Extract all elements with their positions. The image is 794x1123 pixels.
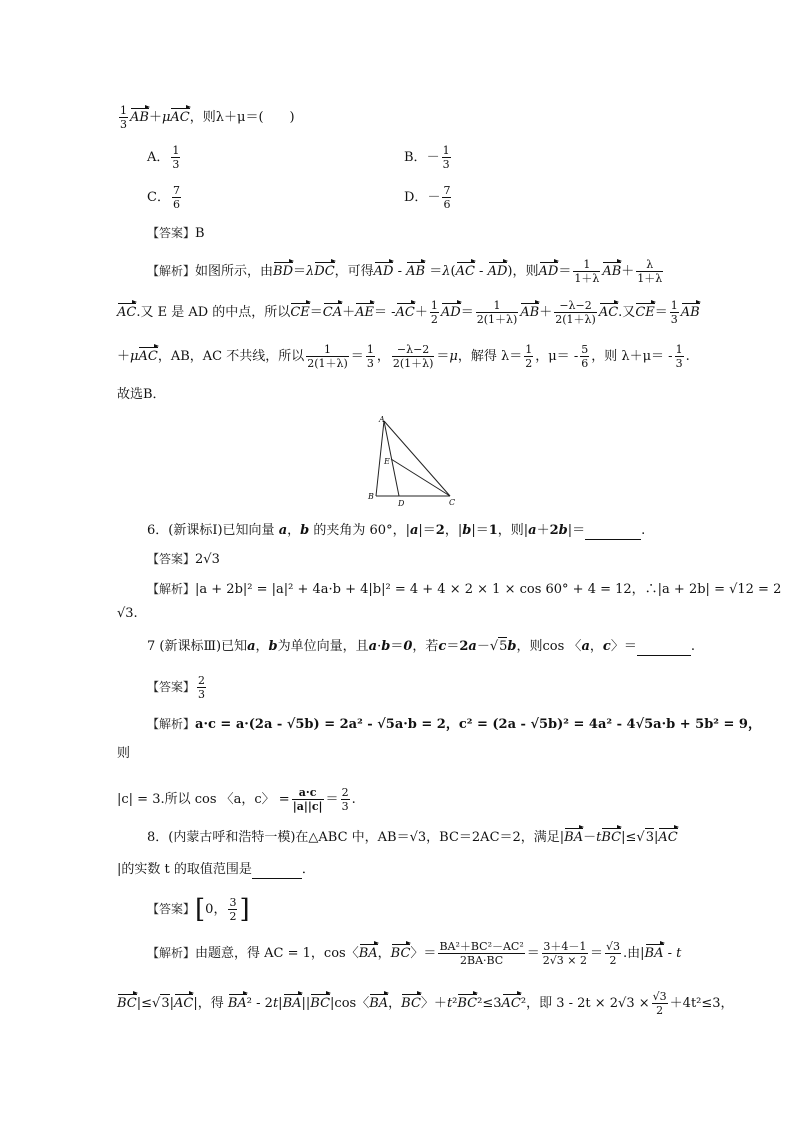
q5-option-d: D．－ $\frac{7}{6}$ <box>404 184 451 211</box>
q5-option-a: A． $\frac{1}{3}$ <box>147 144 180 171</box>
q8-analysis-line1: 【解析】由题意，得 AC = 1，cos〈BA，BC〉＝ $\frac{\text{BA²＋BC²－AC²}}{2BA\cdot BC}$ ＝ $\frac{3+4-1}{2√3 \times 2}$ ＝ $\frac{√3}{2}$ .由|BA - t <box>147 940 682 967</box>
q5-option-c: C． $\frac{7}{6}$ <box>147 184 180 211</box>
q8-analysis-line2: BC|≤√3|AC|，得 BA² - 2t|BA||BC|cos〈BA，BC〉＋t²BC²≤3AC²，即 3 - 2t × 2√3 × $\frac{√3}{2}$ ＋4t²≤3， <box>117 990 734 1017</box>
label-b: B <box>368 492 374 501</box>
q7-analysis-line3: |c| = 3.所以 cos 〈a，c〉 = $\frac{a\cdot c}{|a||c|}$ ＝ $\frac{2}{3}$ . <box>117 786 356 813</box>
fraction-one-third: $\frac{1}{3}$ <box>120 104 127 131</box>
q5-analysis-line1: 【解析】如图所示，由BD＝λDC，可得AD - AB ＝λ(AC - AD)，则AD＝ $\frac{1}{1+\lambda}$ AB＋ $\frac{\lambda}{1+\lambda}$ <box>147 258 663 285</box>
q7-stem: 7 (新课标Ⅲ)已知a，b为单位向量，且a·b＝0，若c＝2a－√5b，则cos 〈a，c〉＝ . <box>147 639 695 654</box>
q5-option-b: B．－ $\frac{1}{3}$ <box>404 144 450 171</box>
label-d: D <box>398 499 405 508</box>
q5-analysis-line3: ＋μAC，AB，AC 不共线，所以 $\frac{1}{2(1+\lambda)}$ ＝ $\frac{1}{3}$ ， $\frac{-\lambda-2}{2(1+\lambda)}$ ＝μ，解得 λ＝ $\frac{1}{2}$ ，μ＝ - $\frac{5}{6}$ ，则 λ＋μ＝ - $\frac{1}{3}$ . <box>117 343 690 370</box>
q7-analysis: 【解析】a·c = a·(2a - √5b) = 2a² - √5a·b = 2，c² = (2a - √5b)² = 4a² - 4√5a·b + 5b² = 9， <box>147 717 761 732</box>
triangle-figure <box>360 412 464 508</box>
q6-stem: 6．(新课标Ⅰ)已知向量 a，b 的夹角为 60°，|a|＝2，|b|＝1，则|a＋2b|＝ . <box>147 523 646 538</box>
q5-answer: 【答案】B <box>147 226 205 241</box>
label-c: C <box>449 498 456 507</box>
q5-stem-continuation: $\frac{1}{3}$ AB＋μAC，则λ＋μ＝( ) <box>120 104 295 131</box>
q5-conclusion: 故选B． <box>117 387 166 402</box>
edge-ab <box>376 421 384 496</box>
q5-analysis-line2: AC.又 E 是 AD 的中点，所以CE＝CA＋AE＝ -AC＋ $\frac{1}{2}$ AD＝ $\frac{1}{2(1+\lambda)}$ AB＋ $\frac{-\lambda-2}{2(1+\lambda)}$ AC.又CE＝ $\frac{1}{3}$ AB <box>117 299 700 326</box>
edge-ac <box>384 421 450 496</box>
q6-answer: 【答案】2√3 <box>147 552 220 567</box>
q6-analysis: 【解析】|a + 2b|² = |a|² + 4a·b + 4|b|² = 4 + 4 × 2 × 1 × cos 60° + 4 = 12，∴|a + 2b| = √12 = 2 <box>147 582 782 597</box>
q7-answer: 【答案】 $\frac{2}{3}$ <box>147 674 206 701</box>
label-e: E <box>384 457 390 466</box>
q8-stem: 8．(内蒙古呼和浩特一模)在△ABC 中，AB＝√3，BC＝2AC＝2，满足|BA－tBC|≤√3|AC <box>147 830 678 845</box>
q7-analysis-then: 则 <box>117 746 131 761</box>
q8-answer: 【答案】[0， $\frac{3}{2}$ ] <box>147 894 250 925</box>
q6-analysis-line2: √3. <box>117 606 138 621</box>
q8-stem-line2: |的实数 t 的取值范围是 ． <box>117 862 315 877</box>
label-a: A <box>379 415 385 424</box>
segment-ce <box>391 459 450 496</box>
